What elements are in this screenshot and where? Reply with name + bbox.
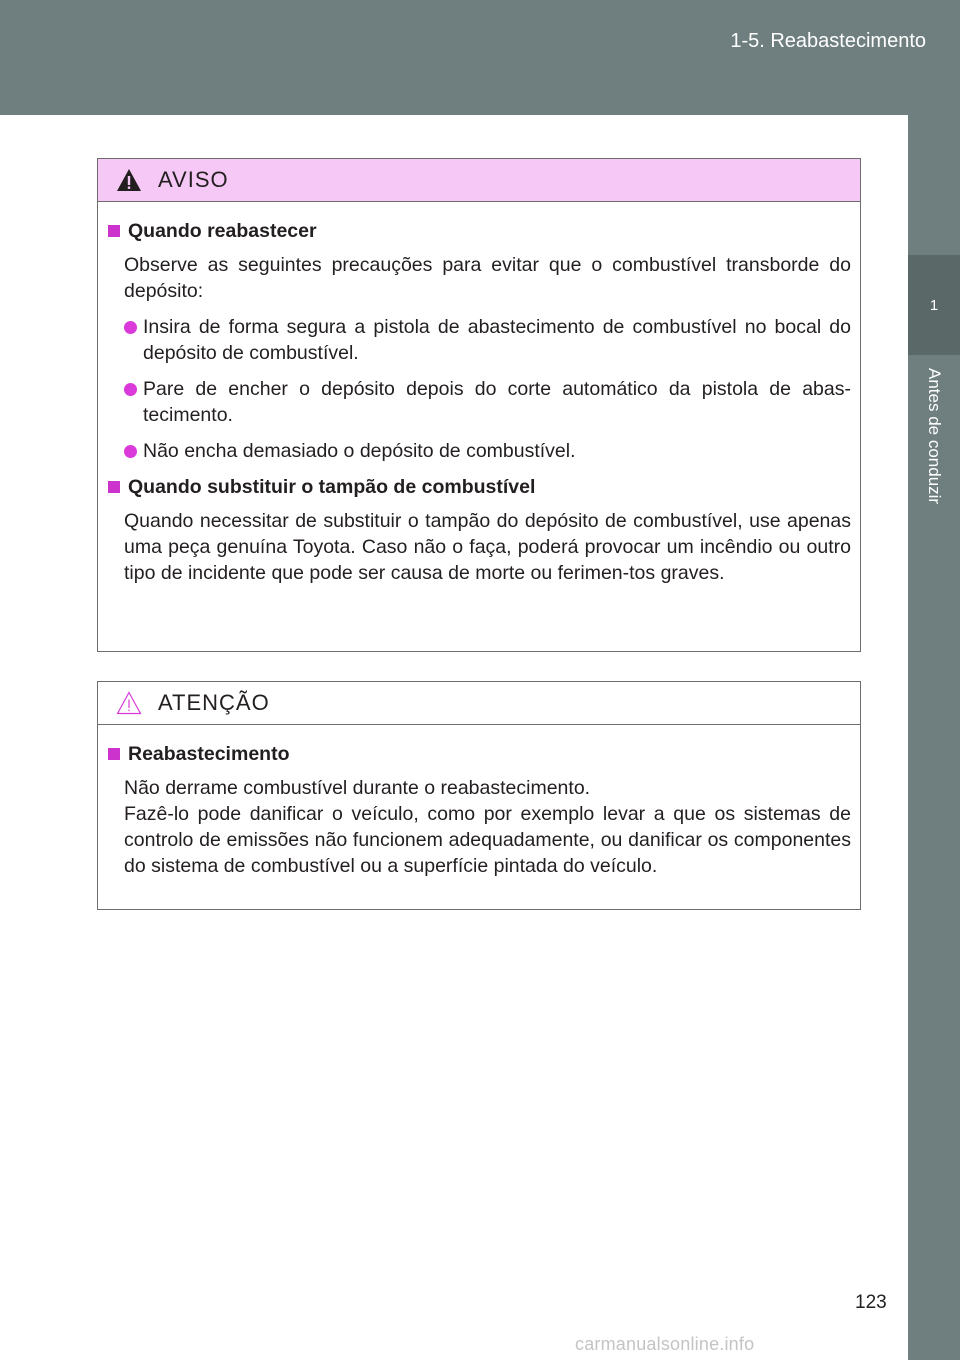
section-heading xyxy=(108,474,851,500)
caution-header xyxy=(98,682,860,725)
square-bullet-icon xyxy=(108,748,120,760)
list-item xyxy=(108,438,851,464)
warning-content xyxy=(98,202,860,586)
chapter-title xyxy=(908,360,960,570)
chapter-title-text: Antes de conduzir xyxy=(925,368,944,505)
list-item-text: Não encha demasiado o depósito de combustível. xyxy=(143,440,576,462)
caution-title: ATENÇÃO xyxy=(158,690,270,715)
paragraph: Não derrame combustível durante o reabastecimento. xyxy=(124,777,591,799)
caution-box xyxy=(97,681,861,910)
list-item-text: Insira de forma segura a pistola de abastecimento de combustível no bocal do depósito de combustível. xyxy=(143,316,851,364)
section-heading-text: Reabastecimento xyxy=(128,743,290,765)
circle-bullet-icon xyxy=(124,321,137,334)
warning-title: AVISO xyxy=(158,167,229,192)
section-title: 1-5. Reabastecimento xyxy=(730,30,926,52)
paragraph: Observe as seguintes precauções para evitar que o combustível transborde do depósito: xyxy=(124,254,851,302)
list-item xyxy=(108,376,851,428)
watermark: carmanualsonline.info xyxy=(575,1334,755,1354)
page-number: 123 xyxy=(855,1292,887,1313)
section-heading xyxy=(108,218,851,244)
paragraph: Fazê-lo pode danificar o veículo, como por exemplo levar a que os sistemas de controlo de emissões não funcionem adequadamente, ou danificar os componentes do sistema de combustível ou a superfície pintada do veículo. xyxy=(124,803,851,877)
square-bullet-icon xyxy=(108,225,120,237)
paragraph: Quando necessitar de substituir o tampão do depósito de combustível, use apenas uma peça genuína Toyota. Caso não o faça, poderá provocar um incêndio ou outro tipo de incidente que pode ser causa de morte ou ferimen-tos graves. xyxy=(124,510,851,584)
list-item-text: Pare de encher o depósito depois do corte automático da pistola de abas-tecimento. xyxy=(143,378,851,426)
square-bullet-icon xyxy=(108,481,120,493)
chapter-number: 1 xyxy=(908,255,960,355)
caution-content xyxy=(98,725,860,879)
header-bar xyxy=(0,0,960,115)
section-heading-text: Quando reabastecer xyxy=(128,220,317,242)
section-heading-text: Quando substituir o tampão de combustível xyxy=(128,476,536,498)
circle-bullet-icon xyxy=(124,383,137,396)
warning-box xyxy=(97,158,861,652)
section-heading xyxy=(108,741,851,767)
warning-header xyxy=(98,159,860,202)
warning-triangle-icon xyxy=(116,168,142,192)
list-item xyxy=(108,314,851,366)
circle-bullet-icon xyxy=(124,445,137,458)
caution-triangle-icon xyxy=(116,691,142,715)
